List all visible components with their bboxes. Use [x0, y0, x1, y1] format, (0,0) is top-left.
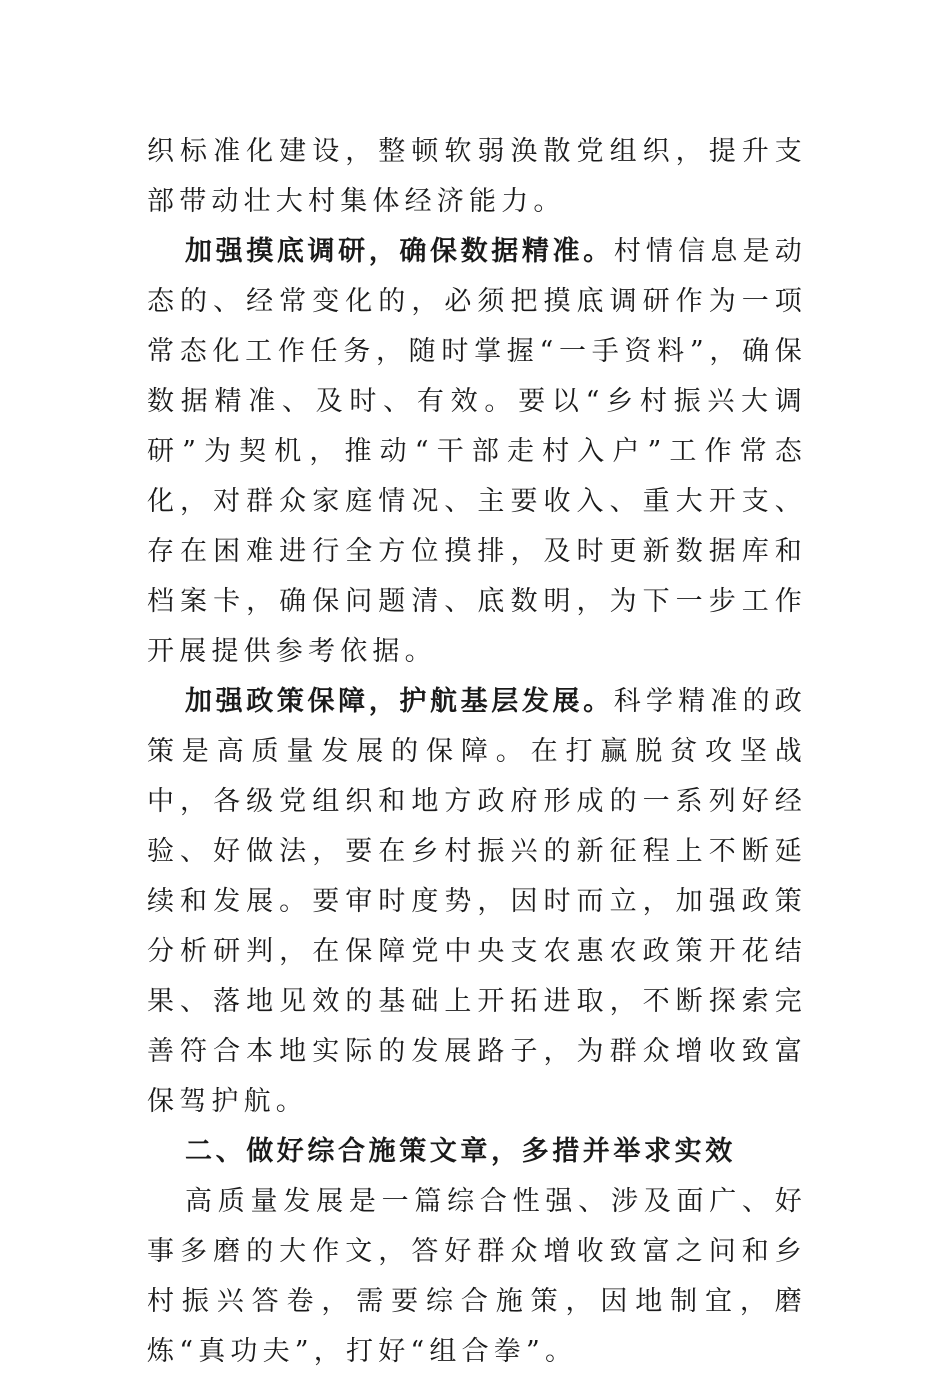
paragraph-research: [147, 227, 807, 677]
paragraph-continued: [147, 127, 807, 227]
paragraph-lead: 加强政策保障，护航基层发展。: [185, 686, 614, 717]
paragraph-text: 科学精准的政策是高质量发展的保障。在打赢脱贫攻坚战中，各级党组织和地方政府形成的一系列好经验、好做法，要在乡村振兴的新征程上不断延续和发展。要审时度势，因时而立，加强政策分析研判，在保障党中央支农惠农政策开花结果、落地见效的基础上开拓进取，不断探索完善符合本地实际的发展路子，为群众增收致富保驾护航。: [147, 686, 807, 1117]
paragraph-lead: 加强摸底调研，确保数据精准。: [185, 236, 614, 267]
document-page: [147, 127, 807, 1377]
paragraph-text: 高质量发展是一篇综合性强、涉及面广、好事多磨的大作文，答好群众增收致富之问和乡村振兴答卷，需要综合施策，因地制宜，磨炼“真功夫”，打好“组合拳”。: [147, 1186, 807, 1367]
section-heading: 二、做好综合施策文章，多措并举求实效: [185, 1136, 736, 1167]
paragraph-closing: [147, 1177, 807, 1377]
paragraph-text: 织标准化建设，整顿软弱涣散党组织，提升支部带动壮大村集体经济能力。: [147, 136, 807, 217]
paragraph-policy: [147, 677, 807, 1127]
paragraph-text: 村情信息是动态的、经常变化的，必须把摸底调研作为一项常态化工作任务，随时掌握“一手资料”，确保数据精准、及时、有效。要以“乡村振兴大调研”为契机，推动“干部走村入户”工作常态化，对群众家庭情况、主要收入、重大开支、存在困难进行全方位摸排，及时更新数据库和档案卡，确保问题清、底数明，为下一步工作开展提供参考依据。: [147, 236, 807, 667]
